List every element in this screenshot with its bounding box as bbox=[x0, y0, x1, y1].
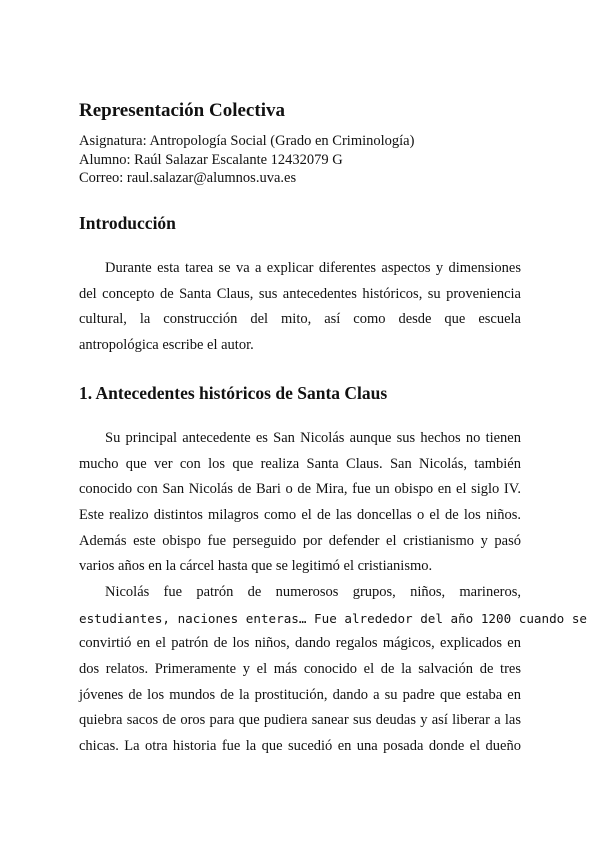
document-meta bbox=[79, 132, 414, 188]
paragraph-line: estudiantes, naciones enteras… Fue alrededor del año 1200 cuando se bbox=[79, 610, 587, 626]
paragraph-line: Además este obispo fue perseguido por defender el cristianismo y pasó bbox=[79, 532, 521, 549]
paragraph-line: mucho que ver con los que realiza Santa Claus. San Nicolás, también bbox=[79, 455, 521, 472]
subject-line: Asignatura: Antropología Social (Grado en Criminología) bbox=[79, 133, 415, 149]
paragraph-line: del concepto de Santa Claus, sus antecedentes históricos, su proveniencia bbox=[79, 285, 521, 302]
paragraph-line: chicas. La otra historia fue la que sucedió en una posada donde el dueño bbox=[79, 738, 521, 755]
intro-paragraph bbox=[79, 256, 521, 359]
antecedentes-paragraph-2 bbox=[79, 580, 587, 760]
paragraph-line: Este realizo distintos milagros como el de las doncellas o el de los niños. bbox=[79, 507, 521, 524]
antecedentes-paragraph-1 bbox=[79, 426, 521, 580]
document-title: Representación Colectiva bbox=[79, 100, 285, 121]
paragraph-line: antropológica escribe el autor. bbox=[79, 337, 254, 354]
email-line: Correo: raul.salazar@alumnos.uva.es bbox=[79, 170, 297, 186]
paragraph-line: Su principal antecedente es San Nicolás aunque sus hechos no tienen bbox=[105, 430, 521, 446]
paragraph-line: conocido con San Nicolás de Bari o de Mira, fue un obispo en el siglo IV. bbox=[79, 481, 521, 498]
section-heading-introduccion: Introducción bbox=[79, 213, 176, 233]
paragraph-line: Nicolás fue patrón de numerosos grupos, niños, marineros, bbox=[105, 584, 521, 600]
paragraph-line: convirtió en el patrón de los niños, dando regalos mágicos, explicados en bbox=[79, 635, 521, 652]
paragraph-line: varios años en la cárcel hasta que se legitimó el cristianismo. bbox=[79, 558, 433, 575]
paragraph-line: dos relatos. Primeramente y el más conocido el de la salvación de tres bbox=[79, 661, 521, 678]
paragraph-line: jóvenes de los mundos de la prostitución, dando a su padre que estaba en bbox=[79, 686, 521, 703]
paragraph-line: Durante esta tarea se va a explicar diferentes aspectos y dimensiones bbox=[105, 260, 521, 276]
student-line: Alumno: Raúl Salazar Escalante 12432079 G bbox=[79, 151, 343, 168]
section-heading-antecedentes: 1. Antecedentes históricos de Santa Claus bbox=[79, 383, 388, 403]
paragraph-line: quiebra sacos de oros para que pudiera sanear sus deudas y así liberar a las bbox=[79, 712, 521, 729]
paragraph-line: cultural, la construcción del mito, así como desde que escuela bbox=[79, 311, 521, 328]
